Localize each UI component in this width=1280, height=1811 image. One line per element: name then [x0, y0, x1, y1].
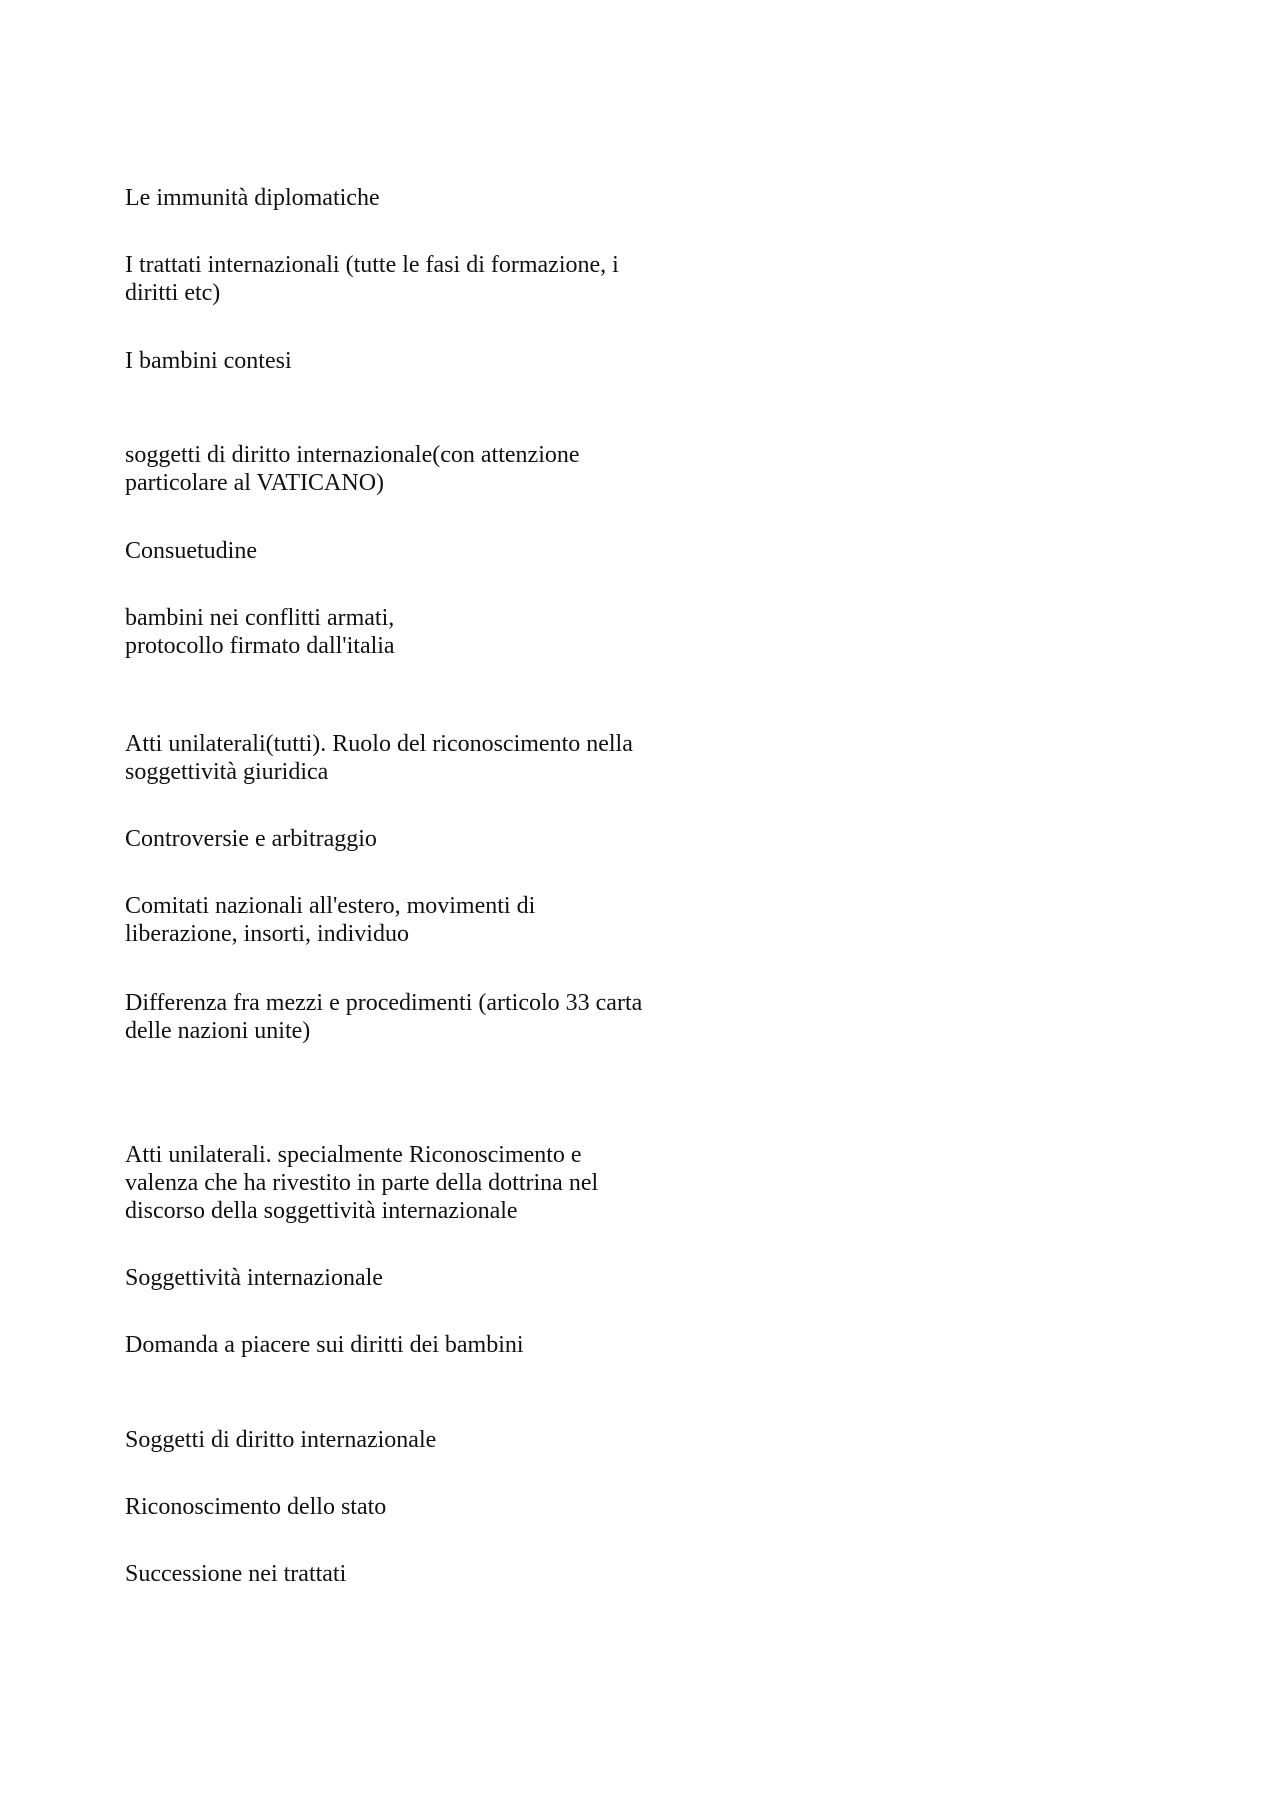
text-line: Le immunità diplomatiche	[125, 185, 380, 211]
text-line: soggetti di diritto internazionale(con attenzione	[125, 442, 580, 468]
paragraph	[125, 989, 725, 1045]
text-line: soggettività giuridica	[125, 759, 329, 785]
text-line: I trattati internazionali (tutte le fasi di formazione, i	[125, 252, 619, 278]
paragraph	[125, 1560, 725, 1588]
text-line: Successione nei trattati	[125, 1561, 347, 1587]
text-line: Soggetti di diritto internazionale	[125, 1427, 437, 1453]
text-line: discorso della soggettività internazionale	[125, 1198, 518, 1224]
text-line: Comitati nazionali all'estero, movimenti di	[125, 893, 536, 919]
text-line: Consuetudine	[125, 538, 257, 564]
text-line: diritti etc)	[125, 280, 221, 306]
paragraph	[125, 730, 725, 786]
text-line: Riconoscimento dello stato	[125, 1494, 387, 1520]
paragraph	[125, 1264, 725, 1292]
paragraph	[125, 825, 725, 853]
paragraph	[125, 184, 725, 212]
text-line: I bambini contesi	[125, 348, 292, 374]
paragraph	[125, 892, 725, 948]
text-line: Soggettività internazionale	[125, 1265, 383, 1291]
text-line: Domanda a piacere sui diritti dei bambini	[125, 1332, 524, 1358]
paragraph	[125, 1493, 725, 1521]
paragraph	[125, 604, 725, 660]
text-line: bambini nei conflitti armati,	[125, 605, 395, 631]
paragraph	[125, 347, 725, 375]
paragraph	[125, 537, 725, 565]
text-line: valenza che ha rivestito in parte della dottrina nel	[125, 1170, 599, 1196]
paragraph	[125, 251, 725, 307]
paragraph	[125, 1426, 725, 1454]
text-line: liberazione, insorti, individuo	[125, 921, 409, 947]
paragraph	[125, 441, 725, 497]
text-line: protocollo firmato dall'italia	[125, 633, 395, 659]
text-line: delle nazioni unite)	[125, 1018, 311, 1044]
text-line: Differenza fra mezzi e procedimenti (articolo 33 carta	[125, 990, 643, 1016]
text-line: particolare al VATICANO)	[125, 470, 385, 496]
text-line: Atti unilaterali(tutti). Ruolo del riconoscimento nella	[125, 731, 633, 757]
text-line: Controversie e arbitraggio	[125, 826, 377, 852]
text-line: Atti unilaterali. specialmente Riconoscimento e	[125, 1142, 582, 1168]
paragraph	[125, 1331, 725, 1359]
paragraph	[125, 1141, 725, 1225]
